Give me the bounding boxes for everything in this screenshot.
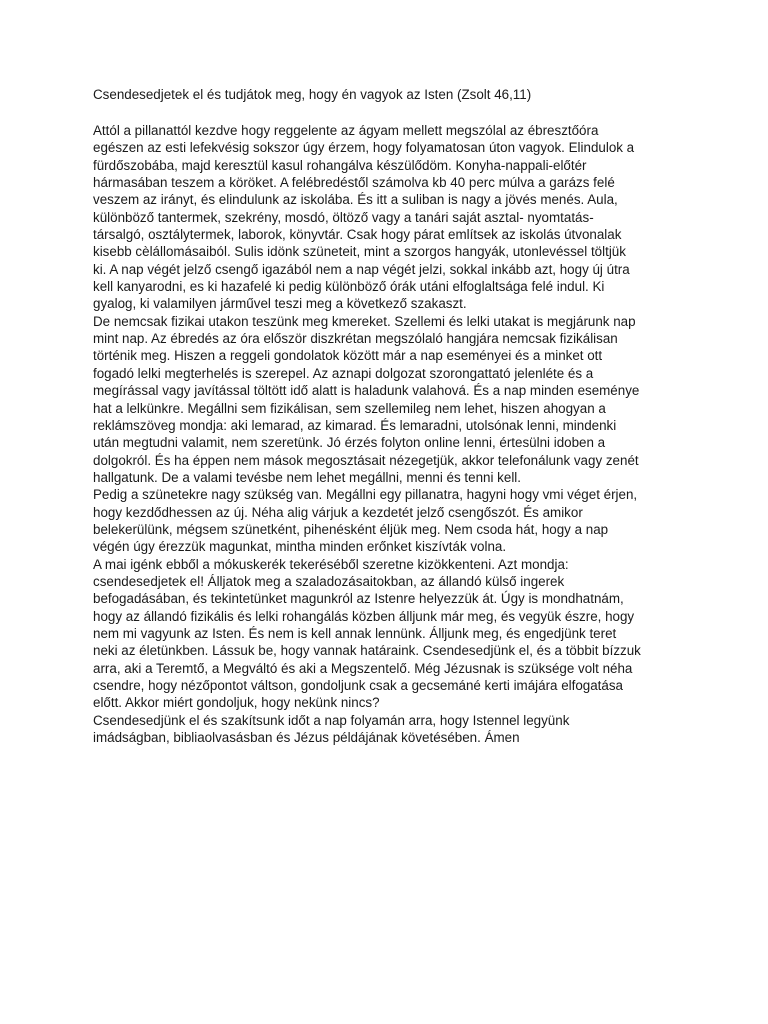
body-line: csendre, hogy nézőpontot váltson, gondoljunk csak a gecsemáné kerti imájára elfogatása: [93, 678, 623, 693]
body-line: csendesedjetek el! Álljatok meg a szaladozásaitokban, az állandó külső ingerek: [93, 573, 565, 589]
body-line: kell kanyarodni, es ki hazafelé ki pedig különböző órák utáni elfoglaltsága felé indul. Ki: [93, 279, 605, 295]
body-line: reklámszöveg mondja: aki lemarad, az kimarad. És lemaradni, utolsónak lenni, mindenki: [93, 417, 617, 433]
body-line: arra, aki a Teremtő, a Megváltó és aki a Megszentelő. Még Jézusnak is szüksége volt néha: [93, 660, 633, 676]
document-body: [93, 122, 693, 746]
body-line: fürdőszobába, majd keresztül kasul rohangálva készülődöm. Konyha-nappali-előtér: [93, 157, 587, 173]
body-line: veszem az irányt, és elindulunk az iskolába. És itt a suliban is nagy a jövés menés. Aula,: [93, 192, 618, 208]
body-line: imádságban, bibliaolvasásban és Jézus példájának követésében. Ámen: [93, 730, 520, 746]
body-line: hármasában teszem a köröket. A felébredéstől számolva kb 40 perc múlva a garázs felé: [93, 175, 615, 191]
body-line: dolgokról. És ha éppen nem mások megosztásait nézegetjük, akkor telefonálunk vagy zenét: [93, 452, 639, 468]
body-line: kisebb cèlállomásaiból. Sulis idönk szüneteit, mint a szorgos hangyák, utonlevéssel töltjük: [93, 244, 626, 260]
body-line: belekerülünk, mégsem szünetként, pihenésként éljük meg. Nem csoda hát, hogy a nap: [93, 521, 609, 537]
body-line: befogadásában, és tekintetünket magunkról az Istenre helyezzük át. Úgy is mondhatnám,: [93, 591, 624, 607]
body-line: egészen az esti lefekvésig sokszor úgy érzem, hogy folyamatosan úton vagyok. Elindulok a: [93, 140, 635, 156]
body-line: végén úgy érezzük magunkat, mintha minden erőnket kiszívták volna.: [93, 539, 507, 555]
body-line: előtt. Akkor miért gondoljuk, hogy nekünk nincs?: [93, 695, 380, 711]
body-line: fogadó lelki megterhelés is szerepel. Az aznapi dolgozat szorongattató jelenléte és a: [93, 365, 594, 381]
body-line: megírással vagy javítással töltött idő alatt is haladunk valahová. És a nap minden eseménye: [93, 383, 640, 399]
body-line: nem mi vagyunk az Isten. És nem is kell annak lennünk. Álljunk meg, és engedjünk teret: [93, 625, 617, 641]
body-line: gyalog, ki valamilyen járművel teszi meg a következő szakaszt.: [93, 296, 467, 312]
body-line: ki. A nap végét jelző csengő igazából nem a nap végét jelzi, sokkal inkább azt, hogy új útra: [93, 261, 630, 277]
body-line: Pedig a szünetekre nagy szükség van. Megállni egy pillanatra, hagyni hogy vmi véget érjen,: [93, 487, 638, 503]
document-title: Csendesedjetek el és tudjátok meg, hogy én vagyok az Isten (Zsolt 46,11): [93, 87, 532, 102]
body-line: hat a lelkünkre. Megállni sem fizikálisan, sem szellemileg nem lehet, hiszen ahogyan a: [93, 400, 606, 416]
body-line: Csendesedjünk el és szakítsunk időt a nap folyamán arra, hogy Istennel legyünk: [93, 712, 570, 728]
body-line: történik meg. Hiszen a reggeli gondolatok között már a nap eseményei és a minket ott: [93, 348, 603, 364]
body-line: Attól a pillanattól kezdve hogy reggelente az ágyam mellett megszólal az ébresztőóra: [93, 123, 599, 138]
body-line: különböző tantermek, szekrény, mosdó, öltöző vagy a tanári saját asztal- nyomtatás-: [93, 209, 594, 225]
body-line: A mai igénk ebből a mókuskerék tekeréséből szeretne kizökkenteni. Azt mondja:: [93, 556, 569, 572]
body-line: társalgó, osztálytermek, laborok, könyvtár. Csak hogy párat említsek az iskolás útvonalak: [93, 227, 622, 243]
body-line: hallgatunk. De a valami tevésbe nem lehet megállni, menni és tenni kell.: [93, 469, 521, 485]
body-line: hogy az állandó fizikális és lelki rohangálás közben álljunk már meg, és vegyük észre, hogy: [93, 608, 635, 624]
body-line: után megtudni valamit, nem szeretünk. Jó érzés folyton online lenni, értesülni idoben a: [93, 435, 606, 451]
body-line: neki az életünkben. Lássuk be, hogy vannak határaink. Csendesedjünk el, és a többit bízzuk: [93, 643, 641, 659]
body-line: hogy kezdődhessen az új. Néha alig várjuk a kezdetét jelző csengőszót. És amikor: [93, 504, 583, 520]
body-line: mint nap. Az ébredés az óra először diszkrétan megszólaló hangjára nemcsak fizikálisan: [93, 331, 618, 347]
body-line: De nemcsak fizikai utakon teszünk meg kmereket. Szellemi és lelki utakat is megjárunk nap: [93, 313, 636, 329]
